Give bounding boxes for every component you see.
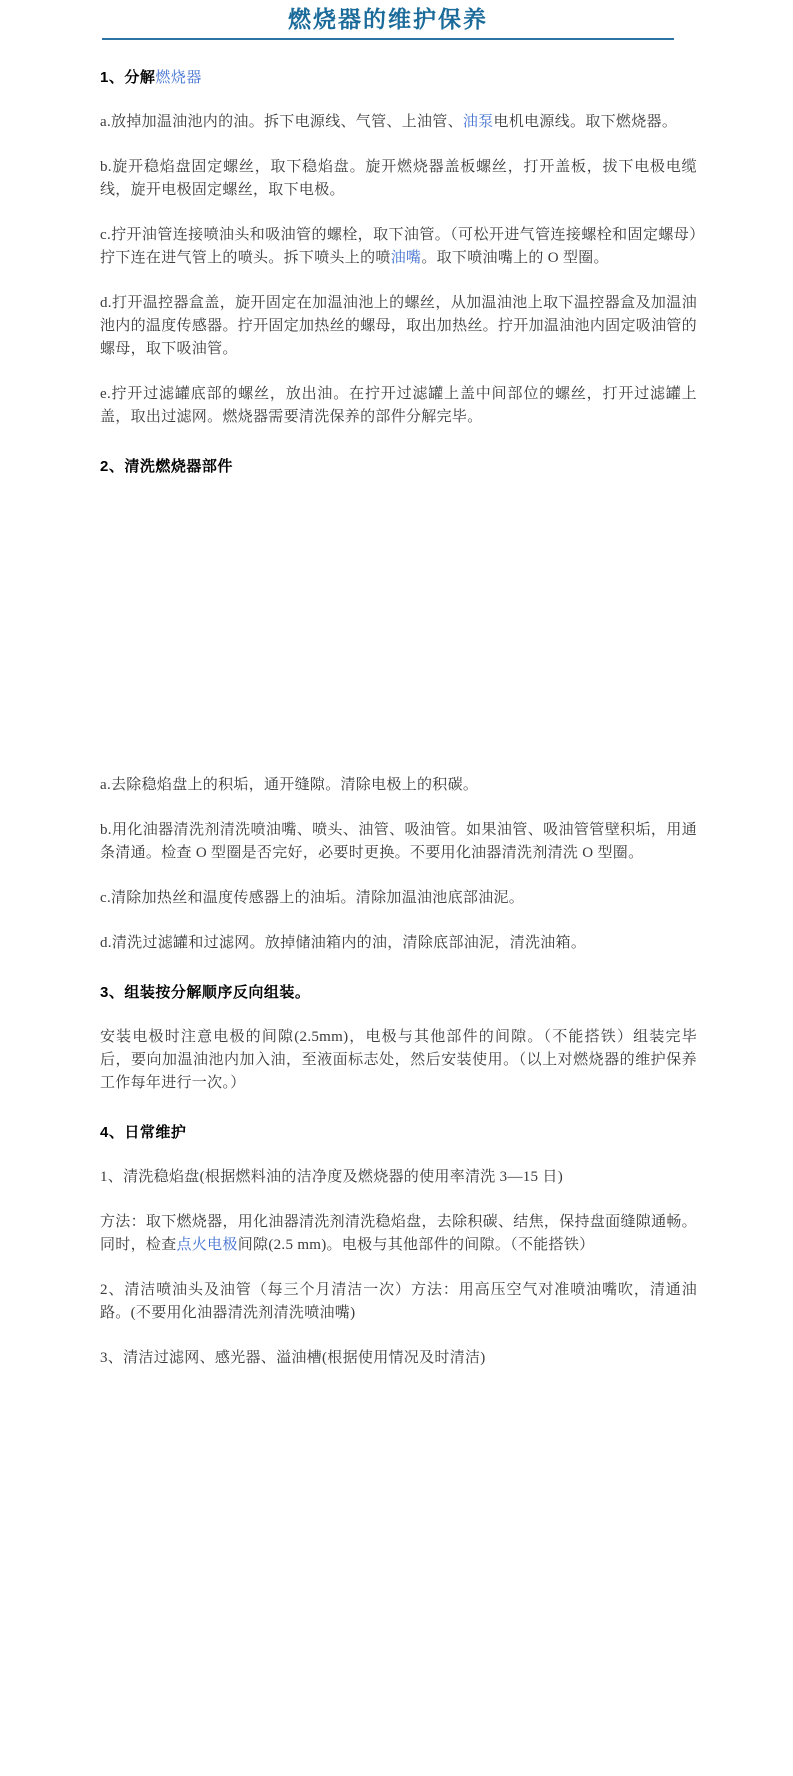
daily-item-1-method (100, 1211, 697, 1257)
clean-step-d (100, 932, 697, 955)
blank-image-placeholder (100, 500, 697, 752)
disassemble-step-a (100, 111, 697, 134)
assembly-note-run-0: 安装电极时注意电极的间隙(2.5mm)，电极与其他部件的间隙。（不能搭铁）组装完毕后，要向加温油池内加入油，至液面标志处，然后安装使用。（以上对燃烧器的维护保养工作每年进行一次。） (100, 1029, 697, 1091)
disassemble-step-c-run-0: c.拧开油管连接喷油头和吸油管的螺栓，取下油管。（可松开进气管连接螺栓和固定螺母）拧下连在进气管上的喷头。拆下喷头上的喷 (100, 227, 697, 266)
ignition-electrode-link[interactable]: 点火电极 (176, 1237, 238, 1253)
daily-item-3 (100, 1347, 697, 1370)
daily-item-1-method-run-0: 方法：取下燃烧器，用化油器清洗剂清洗稳焰盘，去除积碳、结焦，保持盘面缝隙通畅。同时，检查 (100, 1214, 697, 1253)
clean-step-b (100, 819, 697, 865)
disassemble-step-b (100, 156, 697, 202)
burner-link[interactable]: 燃烧器 (155, 69, 202, 86)
clean-step-a (100, 774, 697, 797)
daily-item-3-run-0: 3、清洁过滤网、感光器、溢油槽(根据使用情况及时清洁) (100, 1350, 486, 1366)
disassemble-step-c-run-2: 。取下喷油嘴上的 O 型圈。 (421, 250, 609, 266)
section-3-heading (100, 981, 697, 1004)
assembly-note (100, 1026, 697, 1095)
section-4-heading (100, 1121, 697, 1144)
daily-item-1-run-0: 1、清洗稳焰盘(根据燃料油的洁净度及燃烧器的使用率清洗 3—15 日) (100, 1169, 563, 1185)
disassemble-step-b-run-0: b.旋开稳焰盘固定螺丝，取下稳焰盘。旋开燃烧器盖板螺丝，打开盖板，拔下电极电缆线，旋开电极固定螺丝，取下电极。 (100, 159, 697, 198)
section-3-heading-run-0: 3、组装按分解顺序反向组装。 (100, 984, 311, 1001)
daily-item-1-method-run-2: 间隙(2.5 mm)。电极与其他部件的间隙。（不能搭铁） (237, 1237, 595, 1253)
document-body (100, 66, 697, 1370)
section-2-heading (100, 455, 697, 478)
disassemble-step-e (100, 383, 697, 429)
disassemble-step-a-run-2: 电机电源线。取下燃烧器。 (493, 114, 678, 130)
section-1-heading (100, 66, 697, 89)
disassemble-step-c (100, 224, 697, 270)
nozzle-link[interactable]: 油嘴 (390, 250, 422, 266)
disassemble-step-e-run-0: e.拧开过滤罐底部的螺丝，放出油。在拧开过滤罐上盖中间部位的螺丝，打开过滤罐上盖，取出过滤网。燃烧器需要清洗保养的部件分解完毕。 (100, 386, 697, 425)
clean-step-a-run-0: a.去除稳焰盘上的积垢，通开缝隙。清除电极上的积碳。 (100, 777, 479, 793)
clean-step-b-run-0: b.用化油器清洗剂清洗喷油嘴、喷头、油管、吸油管。如果油管、吸油管管壁积垢，用通条清通。检查 O 型圈是否完好，必要时更换。不要用化油器清洗剂清洗 O 型圈。 (100, 822, 697, 861)
clean-step-d-run-0: d.清洗过滤罐和过滤网。放掉储油箱内的油，清除底部油泥，清洗油箱。 (100, 935, 587, 951)
disassemble-step-d-run-0: d.打开温控器盒盖，旋开固定在加温油池上的螺丝，从加温油池上取下温控器盒及加温油池内的温度传感器。拧开固定加热丝的螺母，取出加热丝。拧开加温油池内固定吸油管的螺母，取下吸油管。 (100, 295, 697, 357)
page-title: 燃烧器的维护保养 (102, 6, 674, 40)
section-2-heading-run-0: 2、清洗燃烧器部件 (100, 458, 233, 475)
disassemble-step-a-run-0: a.放掉加温油池内的油。拆下电源线、气管、上油管、 (100, 114, 463, 130)
section-4-heading-run-0: 4、日常维护 (100, 1124, 187, 1141)
oil-pump-link[interactable]: 油泵 (462, 114, 494, 130)
clean-step-c-run-0: c.清除加热丝和温度传感器上的油垢。清除加温油池底部油泥。 (100, 890, 525, 906)
daily-item-2-run-0: 2、清洁喷油头及油管（每三个月清洁一次）方法：用高压空气对准喷油嘴吹，清通油路。(不要用化油器清洗剂清洗喷油嘴) (100, 1282, 697, 1321)
daily-item-1 (100, 1166, 697, 1189)
section-1-heading-run-0: 1、分解 (100, 69, 156, 86)
clean-step-c (100, 887, 697, 910)
daily-item-2 (100, 1279, 697, 1325)
disassemble-step-d (100, 292, 697, 361)
